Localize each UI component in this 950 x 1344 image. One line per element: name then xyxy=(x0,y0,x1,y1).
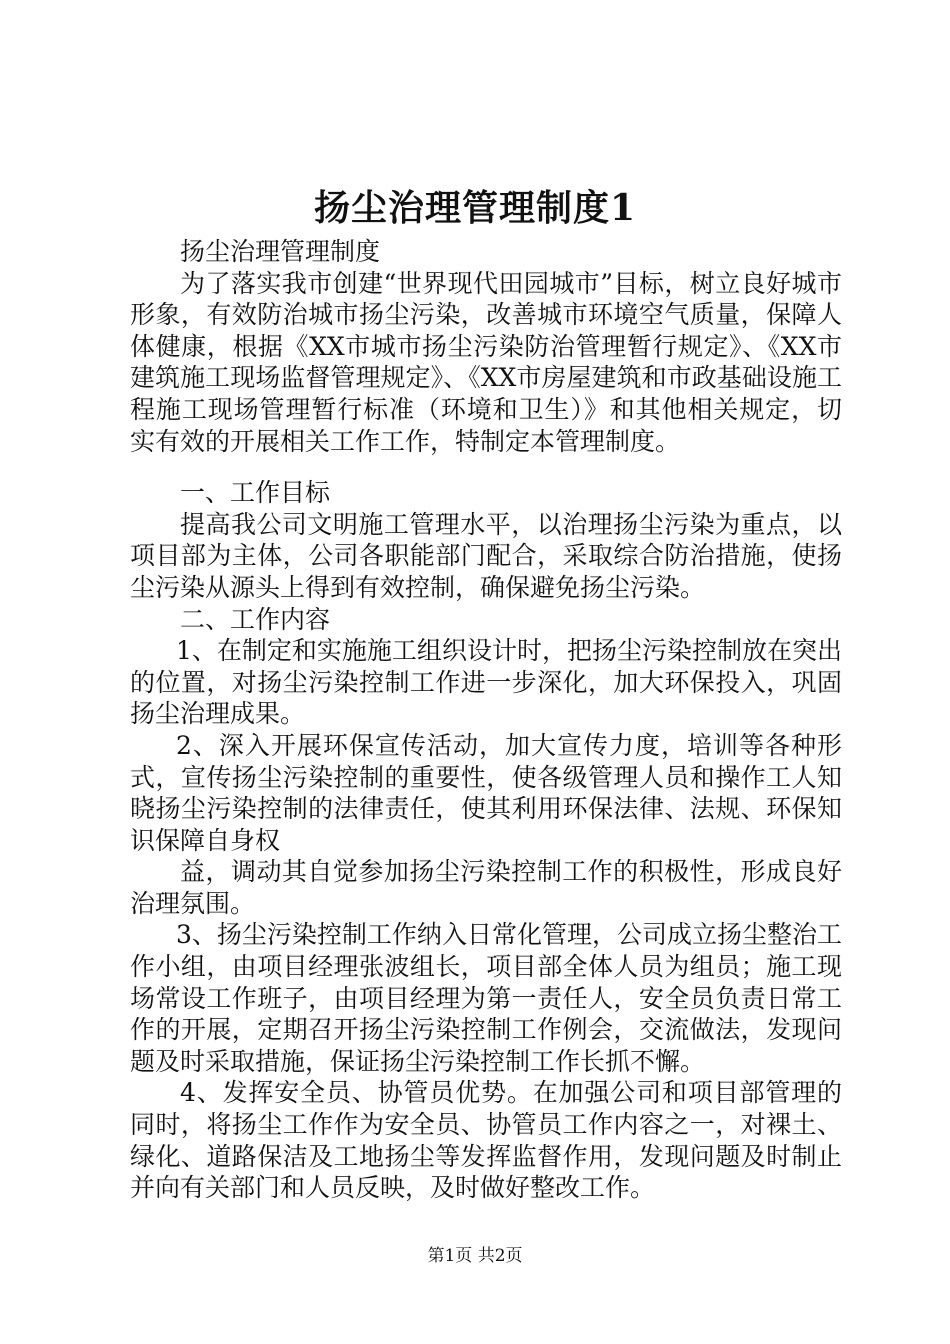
document-body xyxy=(130,236,842,1204)
content-item-2-continued: 益，调动其自觉参加扬尘污染控制工作的积极性，形成良好治理氛围。 xyxy=(130,857,842,918)
paragraph-gap xyxy=(130,457,842,477)
document-title: 扬尘治理管理制度1 xyxy=(313,187,637,229)
content-item-1: 1、在制定和实施施工组织设计时，把扬尘污染控制放在突出的位置，对扬尘污染控制工作进一步深化，加大环保投入，巩固扬尘治理成果。 xyxy=(130,636,842,729)
goals-paragraph: 提高我公司文明施工管理水平，以治理扬尘污染为重点，以项目部为主体，公司各职能部门配合，采取综合防治措施，使扬尘污染从源头上得到有效控制，确保避免扬尘污染。 xyxy=(130,509,842,602)
page-footer: 第1页 共2页 xyxy=(427,1246,523,1266)
section-heading-content: 二、工作内容 xyxy=(180,604,331,634)
content-item-2: 2、深入开展环保宣传活动，加大宣传力度，培训等各种形式，宣传扬尘污染控制的重要性，使各级管理人员和操作工人知晓扬尘污染控制的法律责任，使其利用环保法律、法规、环保知识保障自身权 xyxy=(130,730,842,855)
content-item-4: 4、发挥安全员、协管员优势。在加强公司和项目部管理的同时，将扬尘工作作为安全员、协管员工作内容之一，对裸土、绿化、道路保洁及工地扬尘等发挥监督作用，发现问题及时制止并向有关部门和人员反映，及时做好整改工作。 xyxy=(130,1078,842,1203)
subtitle-paragraph: 扬尘治理管理制度 xyxy=(180,237,381,266)
content-item-3: 3、扬尘污染控制工作纳入日常化管理，公司成立扬尘整治工作小组，由项目经理张波组长，项目部全体人员为组员；施工现场常设工作班子，由项目经理为第一责任人，安全员负责日常工作的开展，定期召开扬尘污染控制工作例会，交流做法，发现问题及时采取措施，保证扬尘污染控制工作长抓不懈。 xyxy=(130,920,842,1076)
intro-paragraph: 为了落实我市创建“世界现代田园城市”目标，树立良好城市形象，有效防治城市扬尘污染，改善城市环境空气质量，保障人体健康，根据《XX市城市扬尘污染防治管理暂行规定》、《XX市建筑施工现场监督管理规定》、《XX市房屋建筑和市政基础设施工程施工现场管理暂行标准（环境和卫生）》和其他相关规定，切实有效的开展相关工作工作，特制定本管理制度。 xyxy=(130,268,842,456)
section-heading-goals: 一、工作目标 xyxy=(180,478,331,508)
